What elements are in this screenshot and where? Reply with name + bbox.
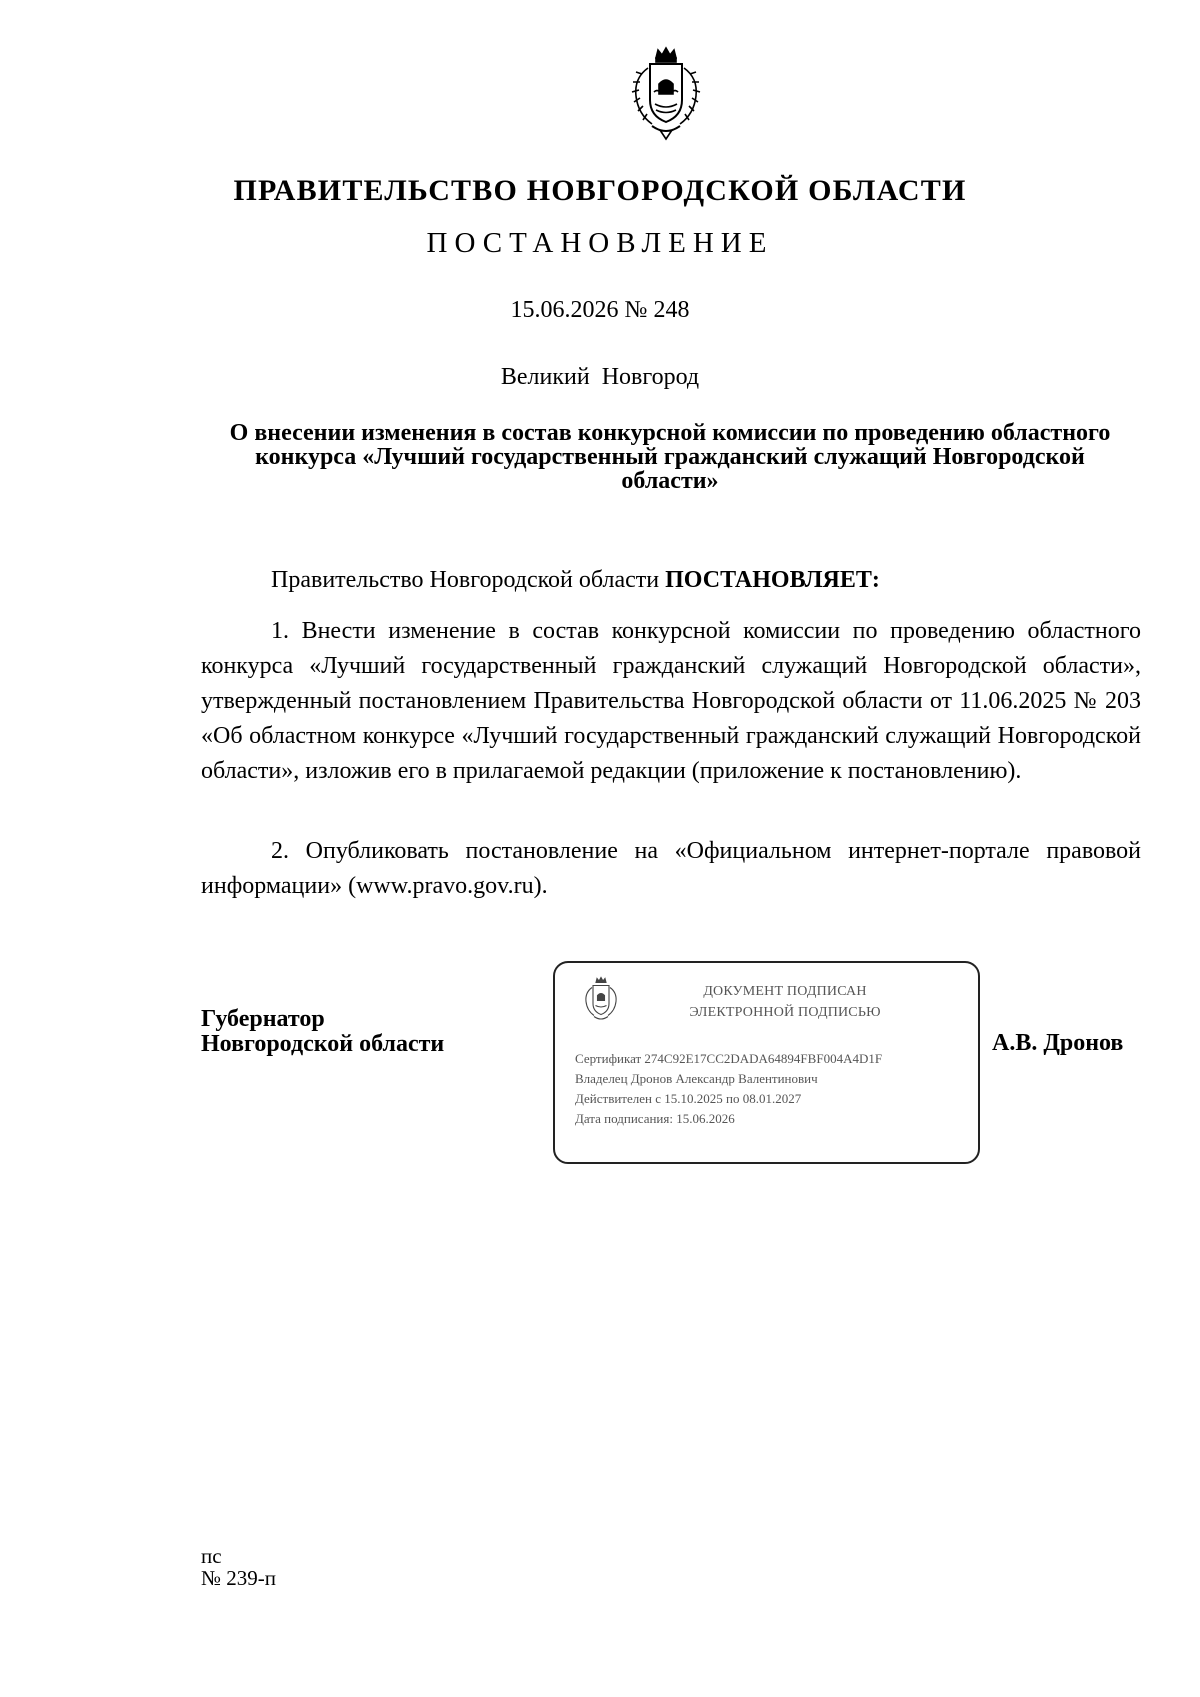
document-city: Великий Новгород [500, 364, 700, 390]
stamp-owner: Владелец Дронов Александр Валентинович [575, 1071, 818, 1086]
stamp-heading-line-1: ДОКУМЕНТ ПОДПИСАН [703, 984, 867, 999]
preamble [271, 567, 880, 594]
stamp-certificate: Сертификат 274C92E17CC2DADA64894FBF004A4D1F [575, 1051, 883, 1066]
stamp-details [575, 1049, 975, 1129]
signer-position: Губернатор Новгородской области [201, 1006, 445, 1057]
document-title: О внесении изменения в состав конкурсной комиссии по проведению областного конкурса «Лучший государственный гражданский служащий Новгородской области» [229, 420, 1111, 494]
preamble-verb: ПОСТАНОВЛЯЕТ: [665, 567, 880, 593]
preamble-text: Правительство Новгородской области [271, 567, 666, 593]
government-name: ПРАВИТЕЛЬСТВО НОВГОРОДСКОЙ ОБЛАСТИ [233, 174, 967, 207]
signer-name: А.В. Дронов [992, 1030, 1124, 1056]
footer-code: пс № 239-п [201, 1544, 277, 1590]
paragraph-2: 2. Опубликовать постановление на «Официальном интернет-портале правовой информации» (www.pravo.gov.ru). [201, 838, 1141, 899]
document-type: ПОСТАНОВЛЕНИЕ [426, 227, 774, 259]
stamp-valid: Действителен с 15.10.2025 по 08.01.2027 [575, 1091, 802, 1106]
stamp-emblem-icon [581, 975, 621, 1025]
stamp-signed-date: Дата подписания: 15.06.2026 [575, 1111, 735, 1126]
stamp-heading [635, 981, 935, 1023]
electronic-signature-stamp [553, 961, 980, 1164]
document-date-number: 15.06.2026 № 248 [510, 297, 690, 323]
coat-of-arms-emblem [626, 44, 706, 142]
stamp-heading-line-2: ЭЛЕКТРОННОЙ ПОДПИСЬЮ [689, 1005, 881, 1020]
paragraph-1: 1. Внести изменение в состав конкурсной комиссии по проведению областного конкурса «Лучший государственный гражданский служащий Новгородской области», утвержденный постановлением Правительства Новгородской области от 11.06.2025 № 203 «Об областном конкурсе «Лучший государственный гражданский служащий Новгородской области», изложив его в прилагаемой редакции (приложение к постановлению). [201, 618, 1141, 784]
